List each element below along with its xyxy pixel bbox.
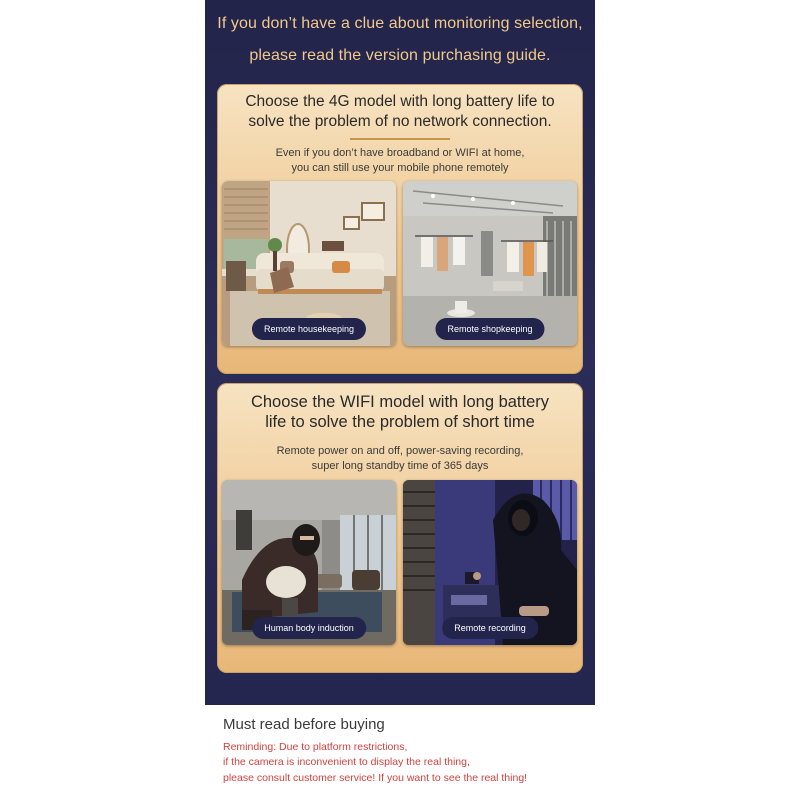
card-subtext-line1: Even if you don’t have broadband or WIFI at home,: [275, 147, 525, 159]
notice-line1: Reminding: Due to platform restrictions,: [223, 741, 408, 753]
clothing-store-photo: [403, 181, 577, 346]
card-subtext-line2: super long standby time of 365 days: [311, 460, 489, 472]
card-headline: [217, 392, 583, 432]
hooded-intruder-photo: [403, 480, 577, 645]
photo-caption-pill: Remote housekeeping: [252, 318, 366, 340]
card-headline-line2: solve the problem of no network connection.: [248, 113, 552, 130]
card-subtext-line2: you can still use your mobile phone remotely: [291, 162, 509, 174]
model-card-4g: [217, 84, 583, 374]
photo-caption-pill: Human body induction: [252, 617, 366, 639]
photo-caption-pill: Remote shopkeeping: [435, 318, 544, 340]
living-room-photo: [222, 181, 396, 346]
notice-line3: please consult customer service! If you want to see the real thing!: [223, 772, 528, 784]
card-subtext-line1: Remote power on and off, power-saving recording,: [276, 445, 524, 457]
banner-title-line2: please read the version purchasing guide.: [249, 47, 551, 64]
card-headline-line2: life to solve the problem of short time: [265, 413, 535, 431]
notice-line2: if the camera is inconvenient to display the real thing,: [223, 756, 470, 768]
banner-title-line1: If you don’t have a clue about monitoring selection,: [217, 15, 583, 32]
intruder-photo: [222, 480, 396, 645]
notice-title: Must read before buying: [223, 716, 385, 733]
photo-caption-pill: Remote recording: [442, 617, 538, 639]
divider: [350, 138, 450, 140]
model-card-wifi: [217, 383, 583, 673]
card-subtext: [217, 444, 583, 474]
card-headline: [217, 92, 583, 132]
purchase-guide-banner: [205, 0, 595, 705]
card-headline-line1: Choose the WIFI model with long battery: [250, 393, 550, 411]
card-headline-line1: Choose the 4G model with long battery life to: [245, 93, 555, 110]
card-subtext: [217, 146, 583, 176]
